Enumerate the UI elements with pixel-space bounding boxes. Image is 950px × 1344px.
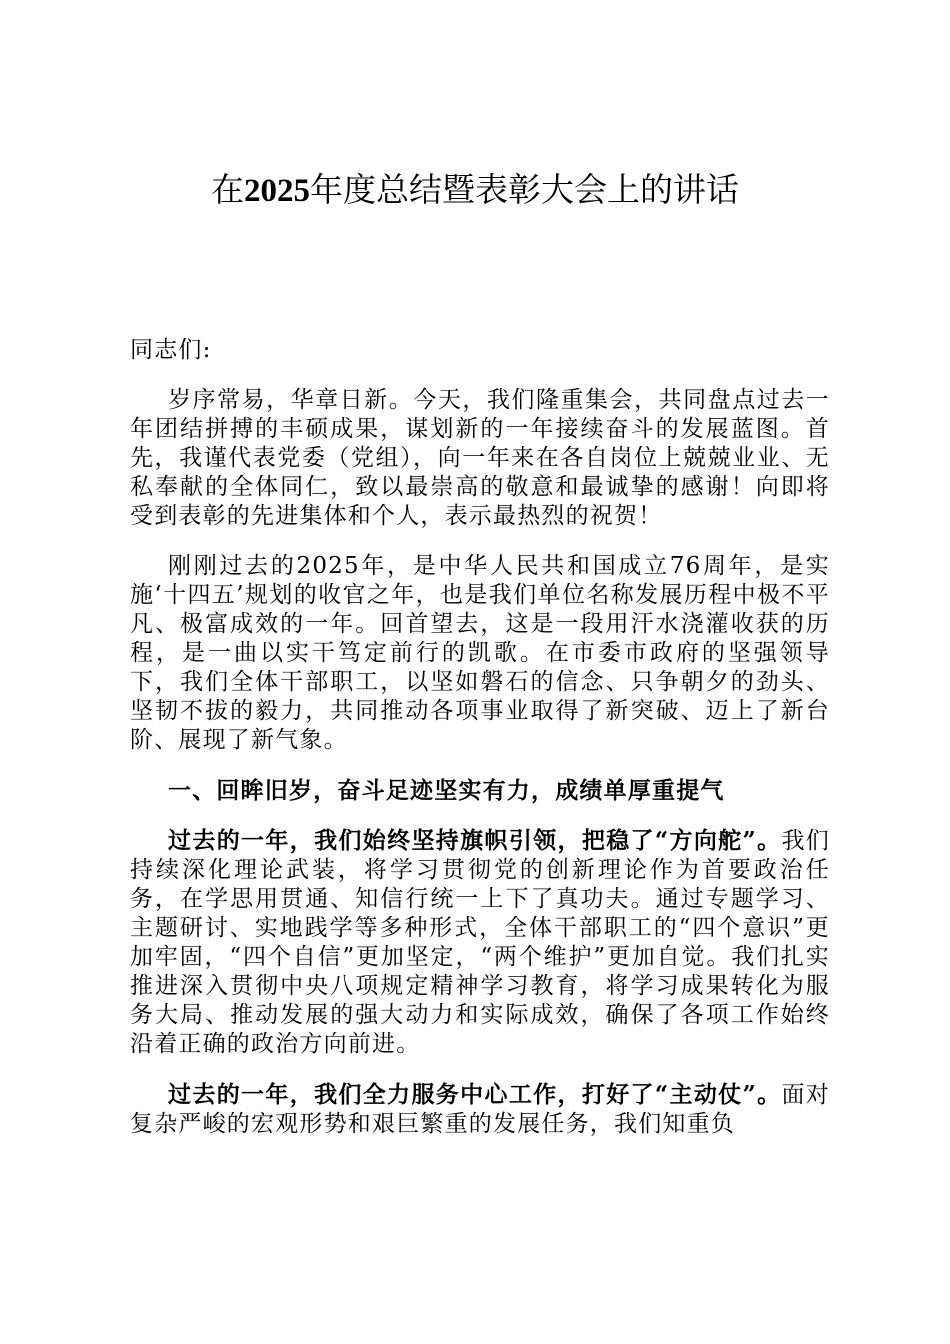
salutation: 同志们:	[130, 337, 212, 363]
paragraph-lead: 过去的一年，我们全力服务中心工作，打好了“主动仗”。	[168, 1081, 782, 1108]
paragraph-opening	[130, 386, 830, 531]
paragraph-text: 岁序常易，华章日新。今天，我们隆重集会，共同盘点过去一年团结拼搏的丰硕成果，谋划新的一年接续奋斗的发展蓝图。首先，我谨代表党委（党组），向一年来在各自岗位上兢兢业业、无私奉献的全体同仁，致以最崇高的敬意和最诚挚的感谢！向即将受到表彰的先进集体和个人，表示最热烈的祝贺！	[130, 387, 830, 529]
section-heading: 一、回眸旧岁，奋斗足迹坚实有力，成绩单厚重提气	[168, 777, 725, 804]
paragraph-text: 刚刚过去的2025年，是中华人民共和国成立76周年，是实施‘十四五’规划的收官之年，也是我们单位名称发展历程中极不平凡、极富成效的一年。回首望去，这是一段用汗水浇灌收获的历程，是一曲以实干笃定前行的凯歌。在市委市政府的坚强领导下，我们全体干部职工，以坚如磐石的信念、只争朝夕的劲头、坚韧不拔的毅力，共同推动各项事业取得了新突破、迈上了新台阶、展现了新气象。	[130, 553, 830, 753]
title-suffix: 年度总结暨表彰大会上的讲话	[310, 170, 739, 209]
title-year: 2025	[244, 173, 310, 209]
document-body	[130, 336, 830, 1160]
title-prefix: 在	[211, 170, 244, 209]
paragraph-service	[130, 1080, 830, 1139]
paragraph-text: 我们持续深化理论武装，将学习贯彻党的创新理论作为首要政治任务，在学思用贯通、知信行统一上下了真功夫。通过专题学习、主题研讨、实地践学等多种形式，全体干部职工的“四个意识”更加牢固，“四个自信”更加坚定，“两个维护”更加自觉。我们扎实推进深入贯彻中央八项规定精神学习教育，将学习成果转化为服务大局、推动发展的强大动力和实际成效，确保了各项工作始终沿着正确的政治方向前进。	[130, 828, 830, 1057]
paragraph-review	[130, 552, 830, 755]
paragraph-direction	[130, 826, 830, 1059]
document-title	[0, 166, 950, 215]
paragraph-lead: 过去的一年，我们始终坚持旗帜引领，把稳了“方向舵”。	[168, 827, 782, 854]
paragraph-text: 面对复杂严峻的宏观形势和艰巨繁重的发展任务，我们知重负	[130, 1082, 830, 1137]
